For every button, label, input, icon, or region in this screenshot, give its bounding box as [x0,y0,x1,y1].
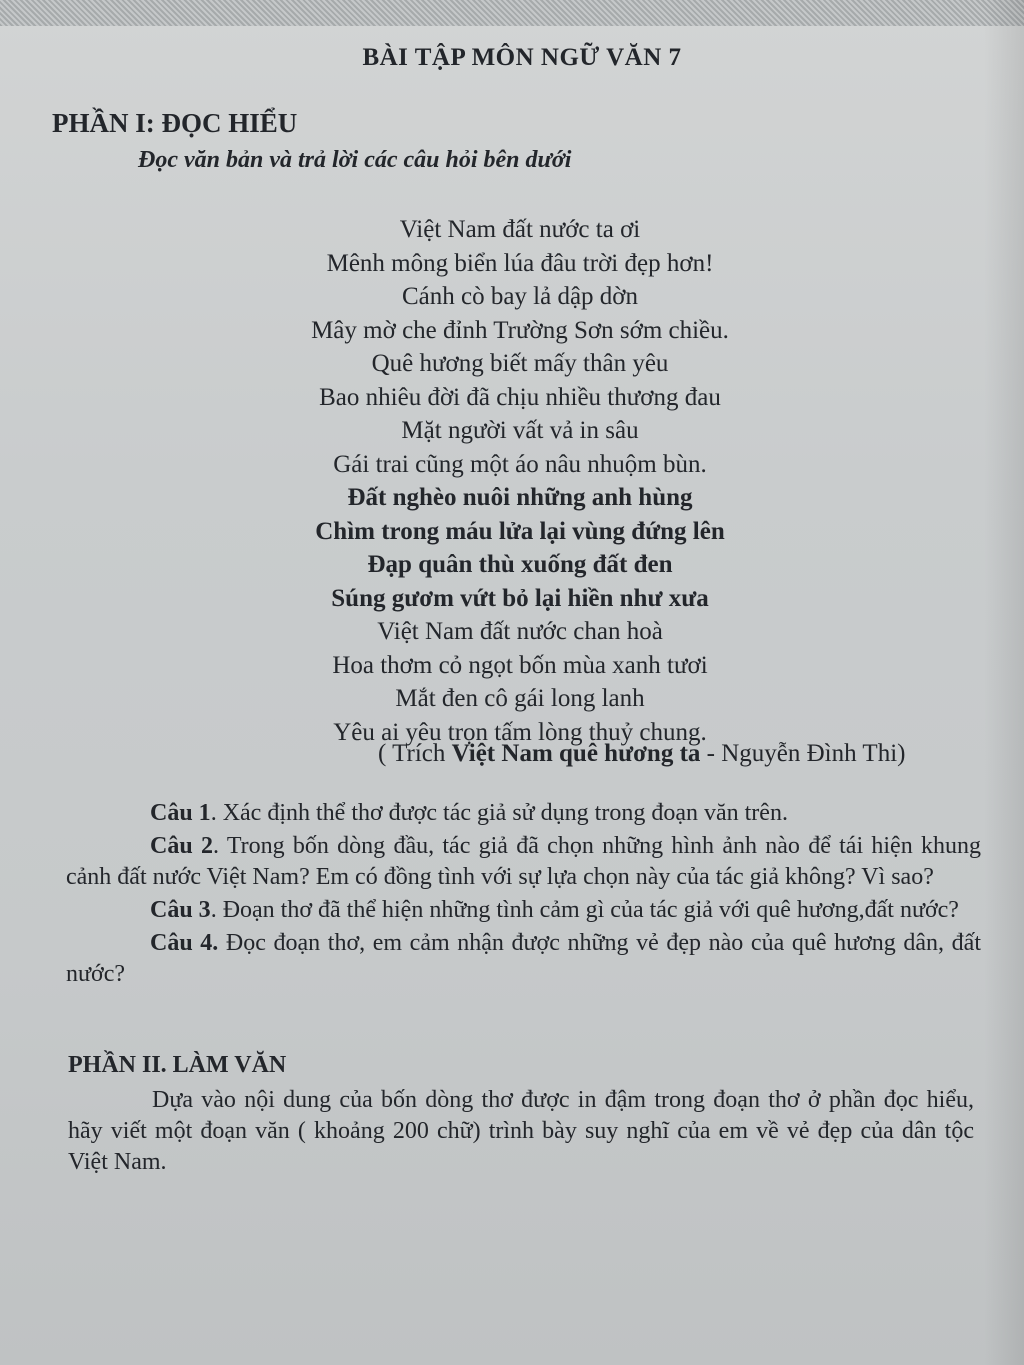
part1-heading: PHẦN I: ĐỌC HIỂU [52,108,298,138]
poem-line: Hoa thơm cỏ ngọt bốn mùa xanh tươi [332,651,708,679]
question-label: Câu 3 [150,897,211,923]
poem-source [378,740,905,768]
poem-line-bold: Đất nghèo nuôi những anh hùng [347,484,693,511]
question-3 [66,895,981,926]
question-list [66,798,981,992]
question-text: . Trong bốn dòng đầu, tác giả đã chọn những hình ảnh nào để tái hiện khung cảnh đất nước Việt Nam? Em có đồng tình với sự lựa chọn này của tác giả không? Vì sao? [66,833,981,890]
question-label: Câu 1 [150,800,211,826]
poem [240,213,800,749]
poem-line: Mây mờ che đỉnh Trường Sơn sớm chiều. [311,316,729,344]
question-4 [66,928,981,990]
poem-line: Cánh cò bay lả dập dờn [401,283,639,310]
page-top-edge [0,0,1024,26]
source-prefix: ( Trích [378,740,452,767]
poem-line: Yêu ai yêu trọn tấm lòng thuỷ chung. [333,718,707,746]
poem-line-bold: Chìm trong máu lửa lại vùng đứng lên [315,517,725,545]
poem-line: Việt Nam đất nước chan hoà [377,618,663,645]
question-label: Câu 2 [150,833,213,859]
poem-line: Mặt người vất vả in sâu [401,417,639,444]
question-text: Đọc đoạn thơ, em cảm nhận được những vẻ đẹp nào của quê hương dân, đất nước? [66,930,981,987]
question-text: . Xác định thể thơ được tác giả sử dụng trong đoạn văn trên. [210,800,788,826]
page-shadow [984,0,1024,1365]
poem-line-bold: Đạp quân thù xuống đất đen [367,551,673,578]
reading-instruction: Đọc văn bản và trả lời các câu hỏi bên dưới [138,147,572,173]
poem-line: Mênh mông biển lúa đâu trời đẹp hơn! [326,249,714,277]
poem-line-bold: Súng gươm vứt bỏ lại hiền như xưa [331,584,709,612]
source-author: - Nguyễn Đình Thi) [700,740,906,767]
source-title: Việt Nam quê hương ta [451,740,701,767]
poem-line: Mắt đen cô gái long lanh [395,685,645,712]
essay-prompt: Dựa vào nội dung của bốn dòng thơ được in đậm trong đoạn thơ ở phần đọc hiểu, hãy viết một đoạn văn ( khoảng 200 chữ) trình bày suy nghĩ của em về vẻ đẹp của dân tộc Việt Nam. [68,1087,974,1175]
part2-heading: PHẦN II. LÀM VĂN [68,1052,287,1078]
poem-line: Bao nhiêu đời đã chịu nhiều thương đau [319,383,721,411]
question-label: Câu 4. [150,930,219,956]
poem-line: Quê hương biết mấy thân yêu [371,350,669,377]
worksheet-title: BÀI TẬP MÔN NGỮ VĂN 7 [362,44,682,71]
poem-line: Gái trai cũng một áo nâu nhuộm bùn. [333,450,707,478]
poem-line: Việt Nam đất nước ta ơi [399,216,641,243]
question-text: . Đoạn thơ đã thể hiện những tình cảm gì của tác giả với quê hương,đất nước? [210,897,959,923]
question-2 [66,831,981,893]
question-1 [66,798,981,829]
